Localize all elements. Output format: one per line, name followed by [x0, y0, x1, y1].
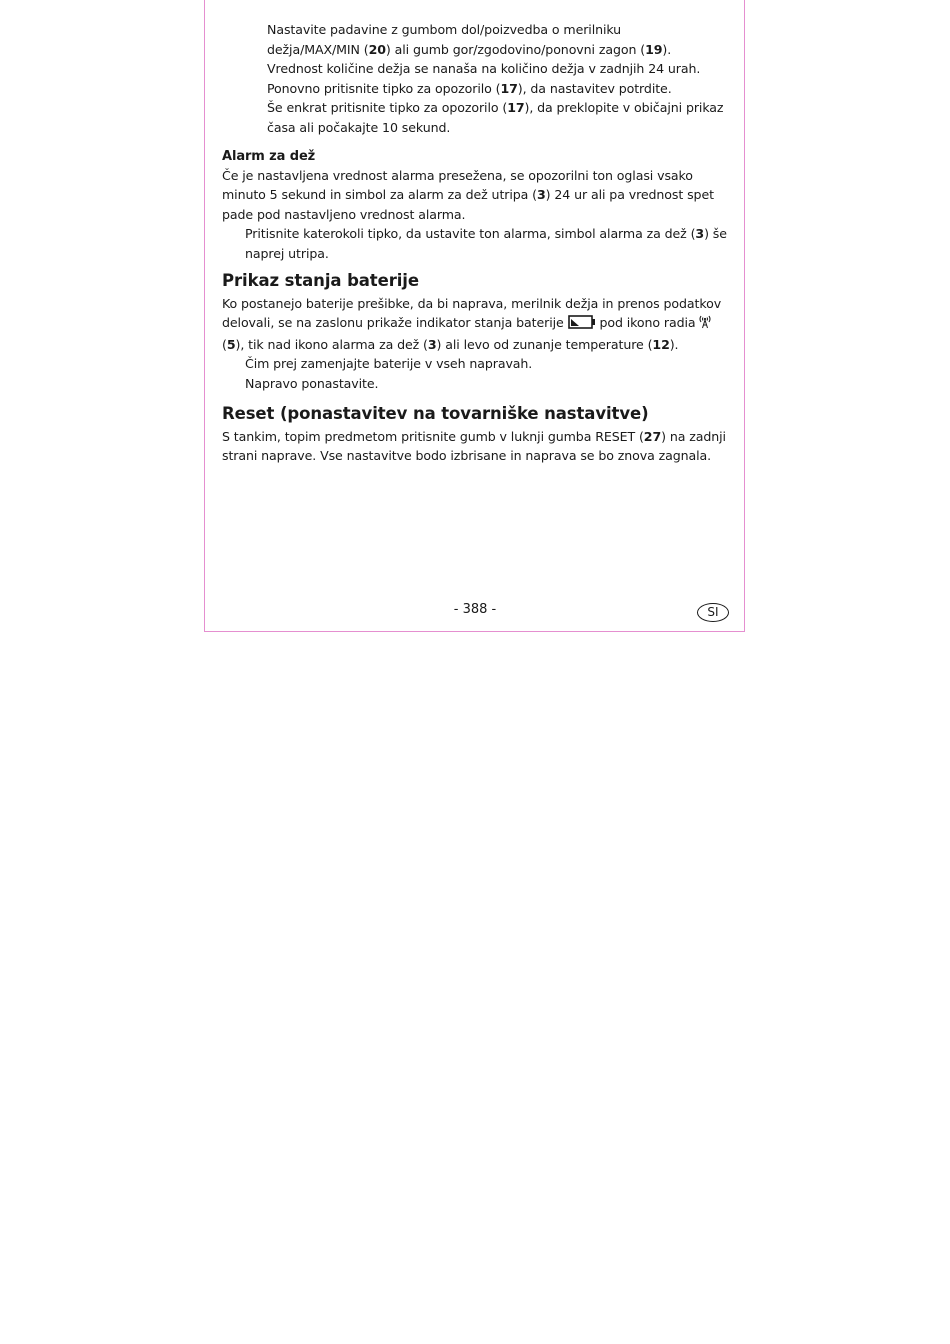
instruction-line: Še enkrat pritisnite tipko za opozorilo (17), da preklopite v običajni prikaz	[267, 100, 724, 116]
battery-step: Napravo ponastavite.	[245, 375, 379, 391]
paragraph-line: pade pod nastavljeno vrednost alarma.	[222, 206, 466, 222]
battery-steps	[222, 354, 730, 393]
paragraph-line: Če je nastavljena vrednost alarma presežena, se opozorilni ton oglasi vsako	[222, 167, 693, 183]
paragraph-line: S tankim, topim predmetom pritisnite gumb v luknji gumba RESET (27) na zadnji	[222, 428, 726, 444]
battery-step: Čim prej zamenjajte baterije v vseh napravah.	[245, 356, 533, 372]
reset-paragraph	[222, 427, 730, 466]
battery-low-icon	[568, 315, 596, 335]
language-badge: SI	[697, 603, 729, 622]
radio-antenna-icon	[699, 314, 711, 335]
reset-heading: Reset (ponastavitev na tovarniške nastavitve)	[222, 403, 649, 423]
rain-alarm-paragraph	[222, 166, 730, 225]
instruction-line: Ponovno pritisnite tipko za opozorilo (17), da nastavitev potrdite.	[267, 80, 672, 96]
page-number: - 388 -	[453, 602, 497, 617]
battery-paragraph	[222, 294, 730, 355]
top-instructions	[222, 20, 730, 138]
paragraph-line: strani naprave. Vse nastavitve bodo izbrisane in naprava se bo znova zagnala.	[222, 448, 712, 464]
rain-alarm-heading: Alarm za dež	[222, 148, 316, 164]
paragraph-line: Ko postanejo baterije prešibke, da bi naprava, merilnik dežja in prenos podatkov	[222, 295, 722, 311]
paragraph-line: minuto 5 sekund in simbol za alarm za dež utripa (3) 24 ur ali pa vrednost spet	[222, 187, 714, 203]
rain-alarm-step	[222, 224, 730, 263]
paragraph-line: naprej utripa.	[245, 245, 329, 261]
instruction-line: dežja/MAX/MIN (20) ali gumb gor/zgodovino/ponovni zagon (19).	[267, 41, 672, 57]
instruction-line: časa ali počakajte 10 sekund.	[267, 119, 451, 135]
paragraph-line: delovali, se na zaslonu prikaže indikator stanja baterije pod ikono radia	[222, 313, 730, 335]
paragraph-line: (5), tik nad ikono alarma za dež (3) ali levo od zunanje temperature (12).	[222, 336, 679, 352]
instruction-line: Nastavite padavine z gumbom dol/poizvedba o merilniku	[267, 22, 622, 37]
page-content	[222, 20, 730, 466]
instruction-line: Vrednost količine dežja se nanaša na količino dežja v zadnjih 24 urah.	[267, 61, 701, 77]
battery-heading: Prikaz stanja baterije	[222, 270, 419, 290]
paragraph-line: Pritisnite katerokoli tipko, da ustavite ton alarma, simbol alarma za dež (3) še	[245, 226, 727, 242]
